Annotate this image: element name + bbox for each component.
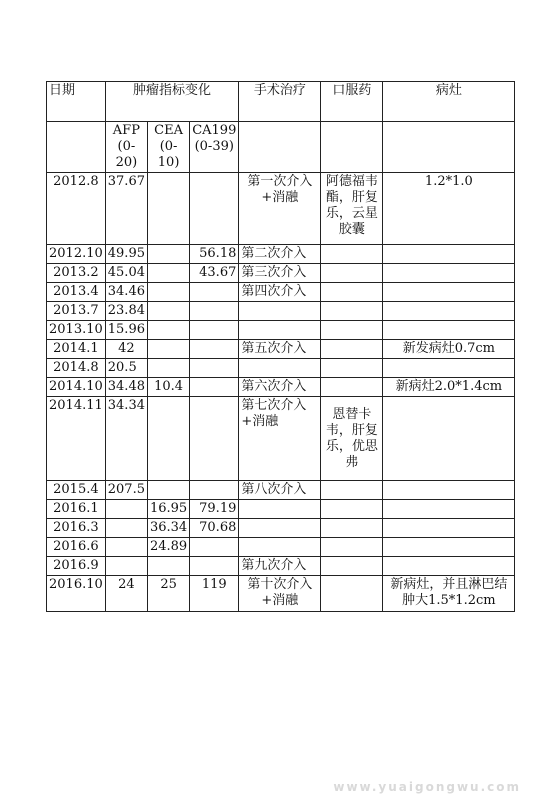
table-row [47,359,515,378]
row-cea [147,359,189,378]
table-row [47,302,515,321]
row-date: 2013.7 [47,302,106,321]
row-cea [147,264,189,283]
row-drug [321,519,383,538]
row-ca199 [190,481,239,500]
row-drug [321,264,383,283]
table-row [47,264,515,283]
row-cea [147,481,189,500]
row-afp [105,557,147,576]
row-afp: 45.04 [105,264,147,283]
row-date: 2013.10 [47,321,106,340]
table-row [47,481,515,500]
row-lesion [383,321,515,340]
row-ca199 [190,302,239,321]
row-cea: 36.34 [147,519,189,538]
row-drug [321,481,383,500]
row-cea [147,557,189,576]
row-ca199 [190,321,239,340]
row-date: 2016.3 [47,519,106,538]
row-lesion [383,397,515,481]
row-date: 2016.1 [47,500,106,519]
subheader-surgery-blank [239,122,321,173]
row-lesion [383,283,515,302]
table-row [47,538,515,557]
row-date: 2014.8 [47,359,106,378]
row-afp: 34.48 [105,378,147,397]
row-date: 2013.4 [47,283,106,302]
row-surgery: 第二次介入 [239,245,321,264]
row-cea [147,302,189,321]
row-surgery: 第一次介入 +消融 [239,173,321,245]
row-lesion [383,500,515,519]
row-ca199: 119 [190,576,239,612]
row-surgery [239,321,321,340]
row-lesion [383,519,515,538]
row-afp: 34.46 [105,283,147,302]
table-row [47,500,515,519]
table-row [47,557,515,576]
row-surgery: 第五次介入 [239,340,321,359]
header-surgery: 手术治疗 [239,82,321,122]
row-cea [147,173,189,245]
row-date: 2014.11 [47,397,106,481]
table-row [47,245,515,264]
subheader-drug-blank [321,122,383,173]
header-row [47,82,515,122]
table-row [47,283,515,302]
tumor-marker-table [46,81,515,612]
row-drug [321,302,383,321]
row-drug [321,359,383,378]
row-afp: 15.96 [105,321,147,340]
row-drug: 恩替卡韦，肝复乐，优思弗 [321,397,383,481]
row-cea [147,245,189,264]
row-drug: 阿德福韦酯，肝复乐，云星胶囊 [321,173,383,245]
row-ca199 [190,538,239,557]
row-lesion: 1.2*1.0 [383,173,515,245]
row-ca199 [190,397,239,481]
row-drug [321,283,383,302]
table-row [47,321,515,340]
row-surgery [239,519,321,538]
row-cea: 25 [147,576,189,612]
row-date: 2012.10 [47,245,106,264]
row-date: 2014.10 [47,378,106,397]
header-date: 日期 [47,82,106,122]
row-date: 2016.9 [47,557,106,576]
row-ca199 [190,359,239,378]
row-cea: 10.4 [147,378,189,397]
row-date: 2016.6 [47,538,106,557]
subheader-cea: CEA (0-10) [147,122,189,173]
row-drug [321,500,383,519]
row-lesion [383,245,515,264]
row-drug [321,378,383,397]
row-ca199: 79.19 [190,500,239,519]
row-cea [147,397,189,481]
table-row [47,397,515,481]
row-surgery: 第十次介入 +消融 [239,576,321,612]
table-row [47,576,515,612]
row-surgery [239,538,321,557]
row-afp: 42 [105,340,147,359]
row-ca199 [190,340,239,359]
header-lesion: 病灶 [383,82,515,122]
table-row [47,173,515,245]
row-lesion [383,264,515,283]
row-lesion [383,538,515,557]
row-cea: 24.89 [147,538,189,557]
header-tumor-markers: 肿瘤指标变化 [105,82,239,122]
row-cea [147,321,189,340]
row-drug [321,538,383,557]
row-surgery: 第六次介入 [239,378,321,397]
row-drug [321,340,383,359]
row-drug [321,321,383,340]
row-ca199 [190,283,239,302]
row-afp [105,538,147,557]
row-afp [105,519,147,538]
row-ca199 [190,557,239,576]
row-surgery: 第七次介入 +消融 [239,397,321,481]
row-cea [147,283,189,302]
table-row [47,378,515,397]
row-date: 2013.2 [47,264,106,283]
row-surgery: 第三次介入 [239,264,321,283]
row-lesion: 新病灶2.0*1.4cm [383,378,515,397]
row-afp: 24 [105,576,147,612]
subheader-ca199: CA199 (0-39) [190,122,239,173]
watermark: www.yuaigongwu.com [333,780,521,794]
table-row [47,519,515,538]
row-drug [321,245,383,264]
subheader-date-blank [47,122,106,173]
header-oral-drugs: 口服药 [321,82,383,122]
row-ca199: 56.18 [190,245,239,264]
row-surgery [239,359,321,378]
row-afp: 23.84 [105,302,147,321]
row-date: 2012.8 [47,173,106,245]
row-afp: 207.5 [105,481,147,500]
row-lesion: 新病灶，并且淋巴结肿大1.5*1.2cm [383,576,515,612]
row-afp: 37.67 [105,173,147,245]
row-ca199: 43.67 [190,264,239,283]
row-date: 2014.1 [47,340,106,359]
row-surgery [239,302,321,321]
subheader-row [47,122,515,173]
row-lesion: 新发病灶0.7cm [383,340,515,359]
row-surgery: 第八次介入 [239,481,321,500]
row-ca199: 70.68 [190,519,239,538]
row-cea: 16.95 [147,500,189,519]
table-row [47,340,515,359]
subheader-lesion-blank [383,122,515,173]
row-surgery [239,500,321,519]
row-lesion [383,359,515,378]
row-afp: 49.95 [105,245,147,264]
row-drug [321,576,383,612]
row-cea [147,340,189,359]
row-lesion [383,302,515,321]
row-surgery: 第四次介入 [239,283,321,302]
row-date: 2016.10 [47,576,106,612]
row-date: 2015.4 [47,481,106,500]
row-afp: 34.34 [105,397,147,481]
subheader-afp: AFP (0-20) [105,122,147,173]
row-surgery: 第九次介入 [239,557,321,576]
row-afp: 20.5 [105,359,147,378]
row-lesion [383,481,515,500]
row-ca199 [190,378,239,397]
row-drug [321,557,383,576]
row-ca199 [190,173,239,245]
row-lesion [383,557,515,576]
row-afp [105,500,147,519]
